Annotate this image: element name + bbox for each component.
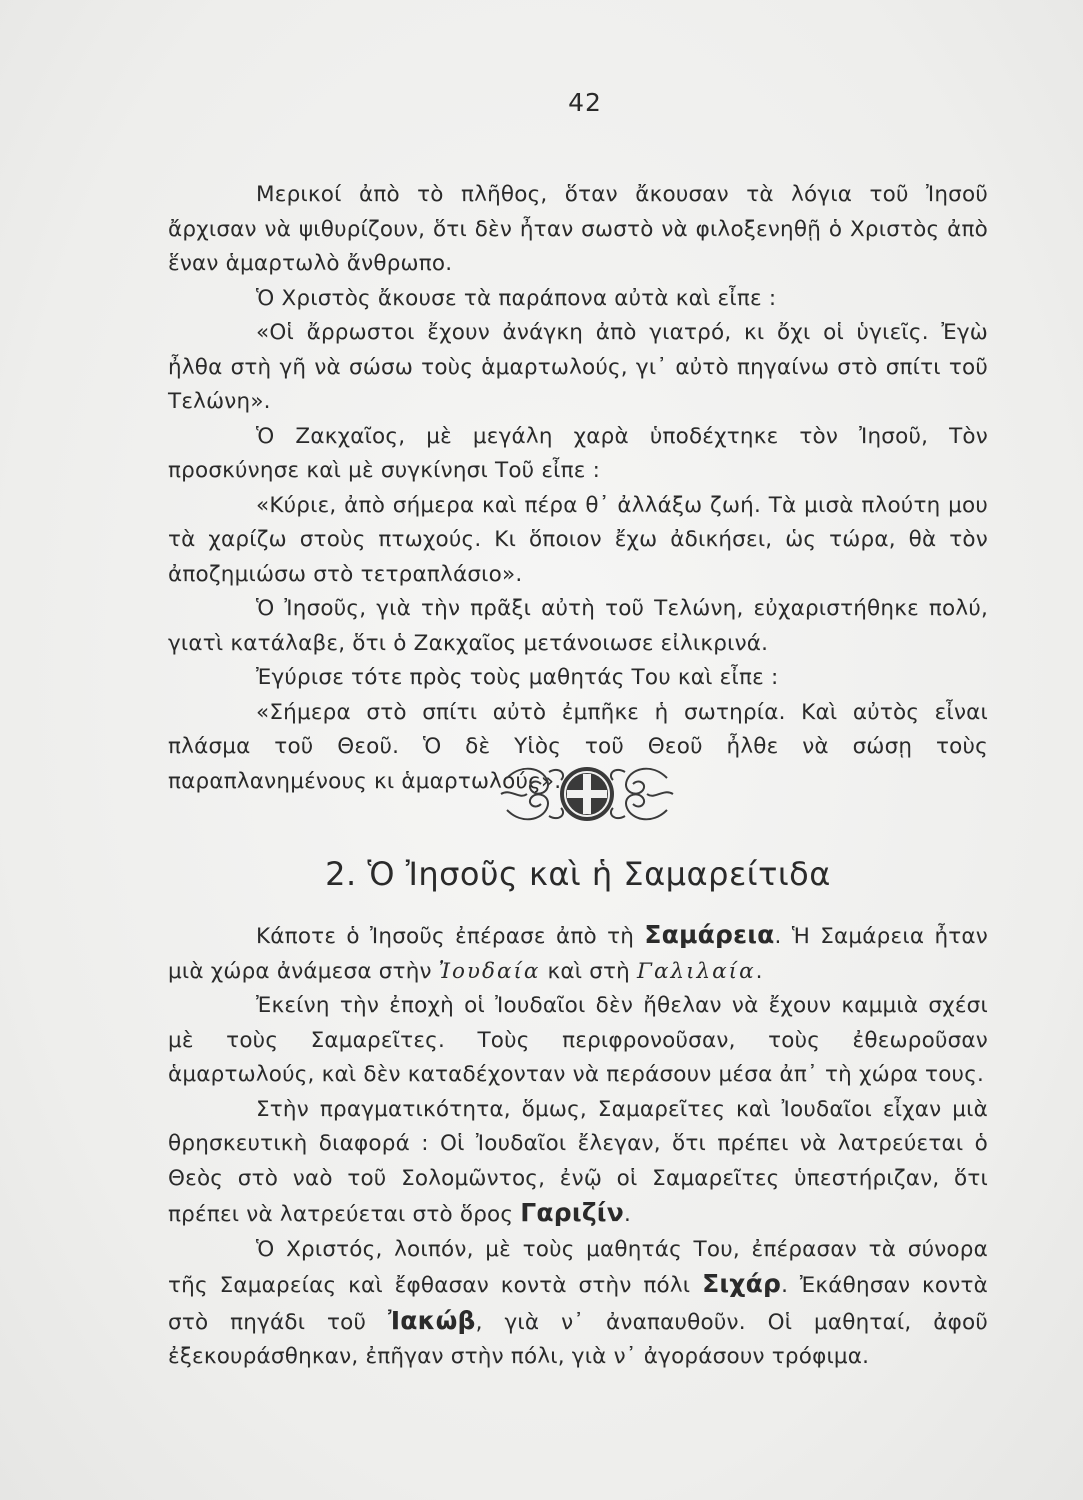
paragraph: Ὁ Ἰησοῦς, γιὰ τὴν πρᾶξι αὐτὴ τοῦ Τελώνη, εὐχαριστήθηκε πολύ, γιατὶ κατάλαβε, ὅτι ὁ Ζακχαῖος μετάνοιωσε εἰλικρινά. — [168, 596, 988, 656]
text-run: Στὴν πραγματικότητα, ὅμως, Σαμαρεῖτες καὶ Ἰουδαῖοι εἶχαν μιὰ θρησκευτικὴ διαφορά : Οἱ Ἰουδαῖοι ἔλεγαν, ὅτι πρέπει νὰ λατρεύεται ὁ Θεὸς στὸ ναὸ τοῦ Σολομῶντος, ἐνῷ οἱ Σαμαρεῖτες ὑπεστήριζαν, ὅτι πρέπει νὰ λατρεύεται στὸ ὅρος — [168, 1096, 988, 1227]
cross-ornament-icon — [497, 758, 677, 830]
paragraph: Ἐκείνη τὴν ἐποχὴ οἱ Ἰουδαῖοι δὲν ἤθελαν νὰ ἔχουν καμμιὰ σχέσι μὲ τοὺς Σαμαρεῖτες. Τοὺς περιφρονοῦσαν, τοὺς ἐθεωροῦσαν ἁμαρτωλούς, καὶ δὲν καταδέχονταν νὰ περάσουν μέσα ἀπ᾽ τὴ χώρα τους. — [168, 993, 988, 1087]
page-number: 42 — [568, 88, 602, 117]
paragraph: Ἐγύρισε τότε πρὸς τοὺς μαθητάς Του καὶ εἶπε : — [256, 665, 779, 690]
paragraph: Ὁ Χριστὸς ἄκουσε τὰ παράπονα αὐτὰ καὶ εἶπε : — [256, 285, 777, 311]
paragraph: «Οἱ ἄρρωστοι ἔχουν ἀνάγκη ἀπὸ γιατρό, κι ὄχι οἱ ὑγιεῖς. Ἐγὼ ἦλθα στὴ γῆ νὰ σώσω τοὺς ἁμαρτωλούς, γι᾽ αὐτὸ πηγαίνω στὸ σπίτι τοῦ Τελώνη». — [168, 320, 988, 414]
text-run: Ὁ Χριστός, λοιπόν, μὲ τοὺς μαθητάς Του, ἐπέρασαν τὰ σύνορα τῆς Σαμαρείας καὶ ἔφθασαν κοντὰ στὴν πόλι — [168, 1236, 988, 1298]
place-name: Γαριζίν — [520, 1198, 624, 1227]
section-one-text — [168, 178, 988, 799]
text-run: . — [623, 1202, 632, 1227]
text-run: . Ἡ Σαμάρεια ἦταν μιὰ χώρα ἀνάμεσα στὴν — [168, 924, 989, 984]
text-run: , γιὰ ν᾽ ἀναπαυθοῦν. Οἱ μαθηταί, ἀφοῦ ἐξεκουράσθηκαν, ἐπῆγαν στὴν πόλι, γιὰ ν᾽ ἀγοράσουν τρόφιμα. — [168, 1309, 988, 1369]
place-name: Σιχάρ — [702, 1269, 782, 1298]
text-run: . Ἐκάθησαν κοντὰ στὸ πηγάδι τοῦ — [168, 1273, 989, 1335]
section-two-text — [168, 918, 988, 1375]
section-title: 2. Ὁ Ἰησοῦς καὶ ἡ Σαμαρείτιδα — [325, 855, 831, 893]
paragraph — [168, 1233, 988, 1375]
paragraph: Μερικοί ἀπὸ τὸ πλῆθος, ὅταν ἄκουσαν τὰ λόγια τοῦ Ἰησοῦ ἄρχισαν νὰ ψιθυρίζουν, ὅτι δὲν ἦταν σωστὸ νὰ φιλοξενηθῇ ὁ Χριστὸς ἀπὸ ἕναν ἁμαρτωλὸ ἄνθρωπο. — [168, 182, 988, 276]
paragraph: Ὁ Ζακχαῖος, μὲ μεγάλη χαρὰ ὑποδέχτηκε τὸν Ἰησοῦ, Τὸν προσκύνησε καὶ μὲ συγκίνησι Τοῦ εἶπε : — [168, 423, 988, 483]
text-run: καὶ στὴ — [540, 958, 638, 984]
person-name: Ἰακώβ — [388, 1305, 476, 1335]
text-run: Κάποτε ὁ Ἰησοῦς ἐπέρασε ἀπὸ τὴ — [256, 924, 645, 949]
place-name-italic: Ἰουδαία — [438, 958, 541, 984]
paragraph: «Σήμερα στὸ σπίτι αὐτὸ ἐμπῆκε ἡ σωτηρία. Καὶ αὐτὸς εἶναι πλάσμα τοῦ Θεοῦ. Ὁ δὲ Υἱὸς τοῦ Θεοῦ ἦλθε νὰ σώσῃ τοὺς παραπλανημένους κι ἁμαρτωλούς». — [168, 699, 988, 794]
paragraph — [168, 918, 988, 989]
place-name: Σαμάρεια — [644, 920, 775, 949]
text-run: . — [755, 958, 763, 984]
place-name-italic: Γαλιλαία — [637, 958, 756, 984]
paragraph: «Κύριε, ἀπὸ σήμερα καὶ πέρα θ᾽ ἀλλάξω ζωή. Τὰ μισὰ πλούτη μου τὰ χαρίζω στοὺς πτωχούς. Κι ὅποιον ἔχω ἀδικήσει, ὡς τώρα, θὰ τὸν ἀποζημιώσω στὸ τετραπλάσιο». — [168, 492, 988, 587]
paragraph — [168, 1093, 988, 1233]
